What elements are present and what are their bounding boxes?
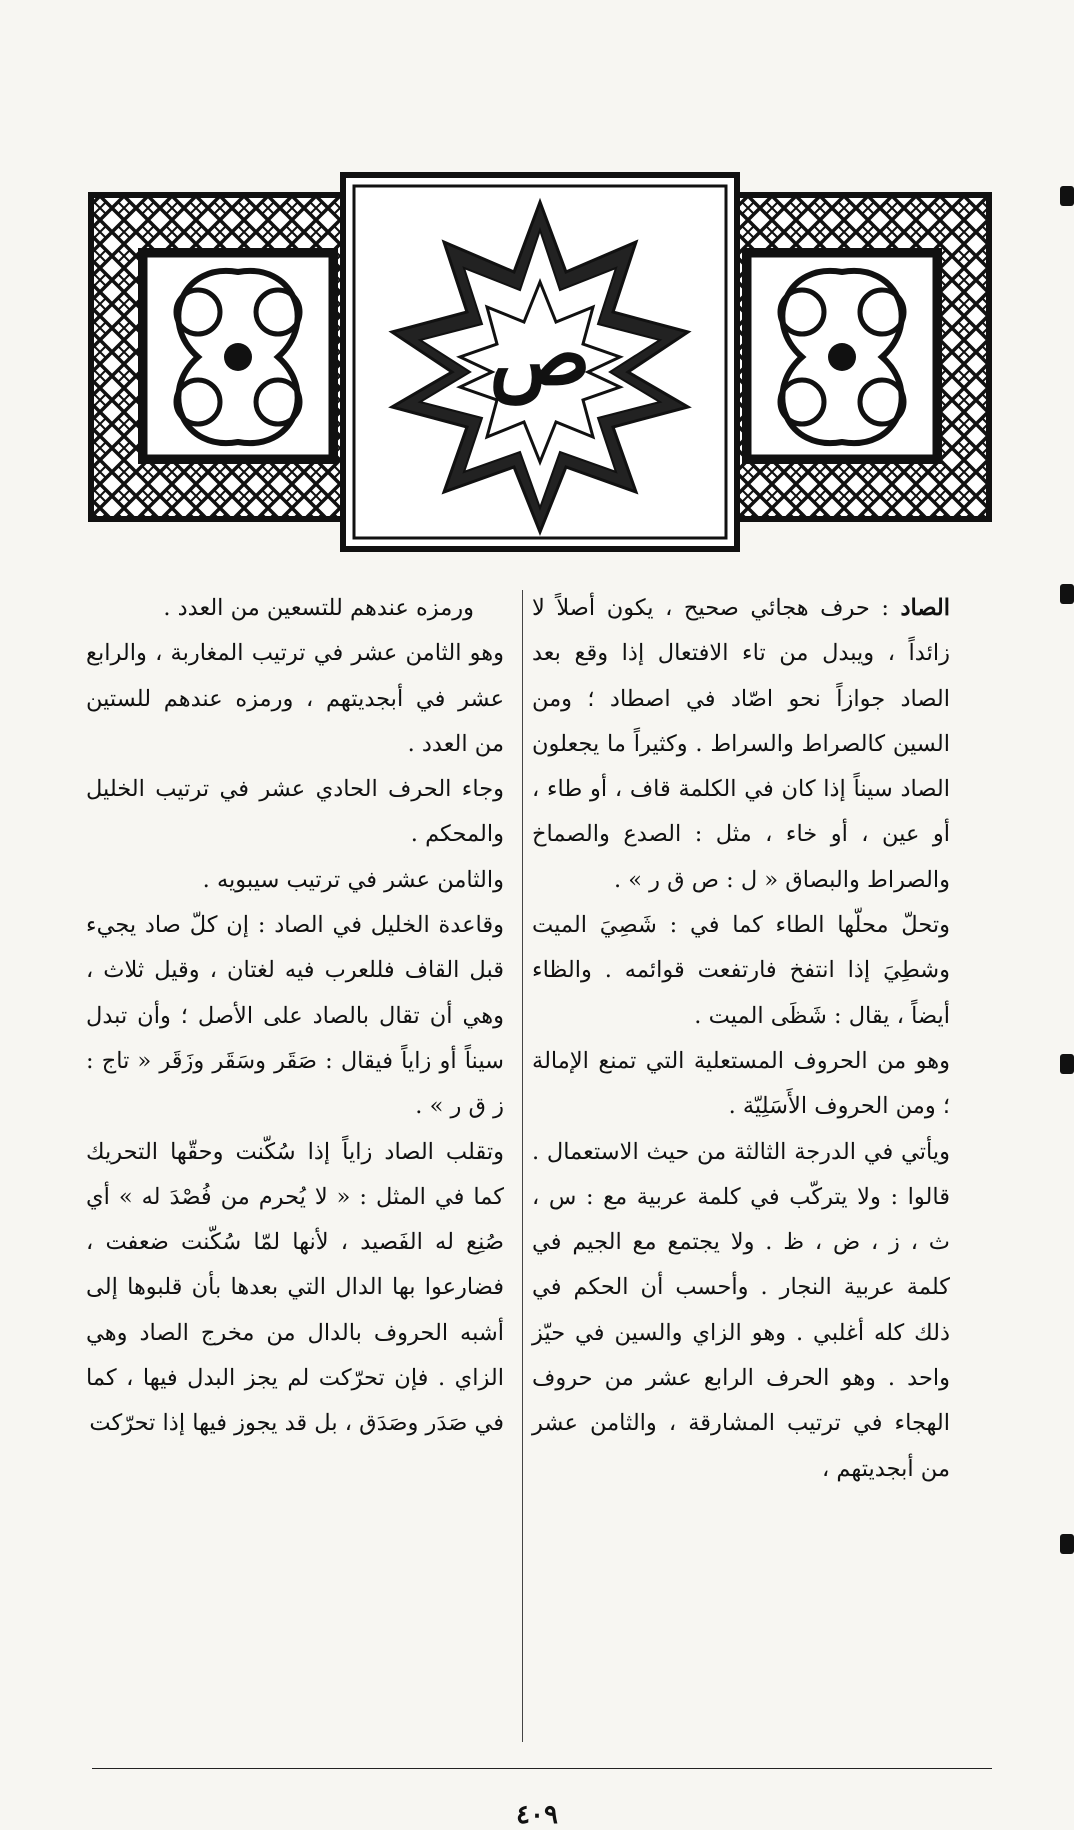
header-ornament <box>88 172 992 552</box>
edge-mark <box>1060 584 1074 604</box>
header-letter: ص <box>489 305 591 404</box>
right-column <box>532 586 950 1492</box>
paragraph-text: وهو الثامن عشر في ترتيب المغاربة ، والرابع عشر في أبجديتهم ، ورمزه عندهم للستين من العدد . <box>86 640 504 757</box>
paragraph-text: ويأتي في الدرجة الثالثة من حيث الاستعمال . قالوا : ولا يتركّب في كلمة عربية مع : س ، ث ، ز ، ض ، ظ . ولا يجتمع مع الجيم في كلمة عربية النجار . وأحسب أن الحكم في ذلك كله أغلبي . وهو الزاي والسين في حيّز واحد . وهو الحرف الرابع عشر من حروف الهجاء في ترتيب المشارقة ، والثامن عشر من أبجديتهم ، <box>532 1138 950 1482</box>
column-divider <box>522 590 523 1742</box>
paragraph-text: وتقلب الصاد زاياً إذا سُكّنت وحقّها التحريك كما في المثل : « لا يُحرم من فُصْدَ له » أي صُنِع له الفَصيد ، لأنها لمّا سُكّنت ضعفت ، فضارعوا بها الدال التي بعدها بأن قلبوها إلى أشبه الحروف بالدال من مخرج الصاد وهي الزاي . فإن تحرّكت لم يجز البدل فيها ، كما في صَدَر وصَدَق ، بل قد يجوز فيها إذا تحرّكت <box>86 1138 504 1437</box>
paragraph-text: : حرف هجائي صحيح ، يكون أصلاً لا زائداً ، ويبدل من تاء الافتعال إذا وقع بعد الصاد جوازاً نحو اصّاد في اصطاد ؛ ومن السين كالصراط والسراط . وكثيراً ما يجعلون الصاد سيناً إذا كان في الكلمة قاف ، أو طاء ، أو عين ، أو خاء ، مثل : الصدع والصماخ والصراط والبصاق « ل : ص ق ر » . <box>532 595 950 893</box>
entry-paragraph <box>532 586 950 903</box>
edge-mark <box>1060 1054 1074 1074</box>
paragraph-text: وجاء الحرف الحادي عشر في ترتيب الخليل والمحكم . <box>86 776 504 848</box>
edge-mark <box>1060 1534 1074 1554</box>
left-panel <box>138 248 338 464</box>
headword: الصاد <box>900 595 950 621</box>
footer-rule <box>92 1768 992 1769</box>
paragraph-text: وقاعدة الخليل في الصاد : إن كلّ صاد يجيء قبل القاف فللعرب فيه لغتان ، وقيل ثلاث ، وهي أن تقال بالصاد على الأصل ؛ وأن تبدل سيناً أو زاياً فيقال : صَقَر وسَقَر وزَقَر « تاج : ز ق ر » . <box>86 912 504 1120</box>
paragraph-text: وهو من الحروف المستعلية التي تمنع الإمالة ؛ ومن الحروف الأَسَلِيّة . <box>532 1047 950 1120</box>
right-panel <box>742 248 942 464</box>
left-column <box>86 586 504 1447</box>
paragraph-text: ورمزه عندهم للتسعين من العدد . <box>163 595 474 621</box>
paragraph-text: وتحلّ محلّها الطاء كما في : شَصِيَ الميت وشطِيَ إذا انتفخ فارتفعت قوائمه . والظاء أيضاً ، يقال : شَظَى الميت . <box>532 912 950 1029</box>
paragraph-text: والثامن عشر في ترتيب سيبويه . <box>202 866 504 893</box>
edge-mark <box>1060 186 1074 206</box>
page-number: ٤٠٩ <box>516 1800 558 1830</box>
